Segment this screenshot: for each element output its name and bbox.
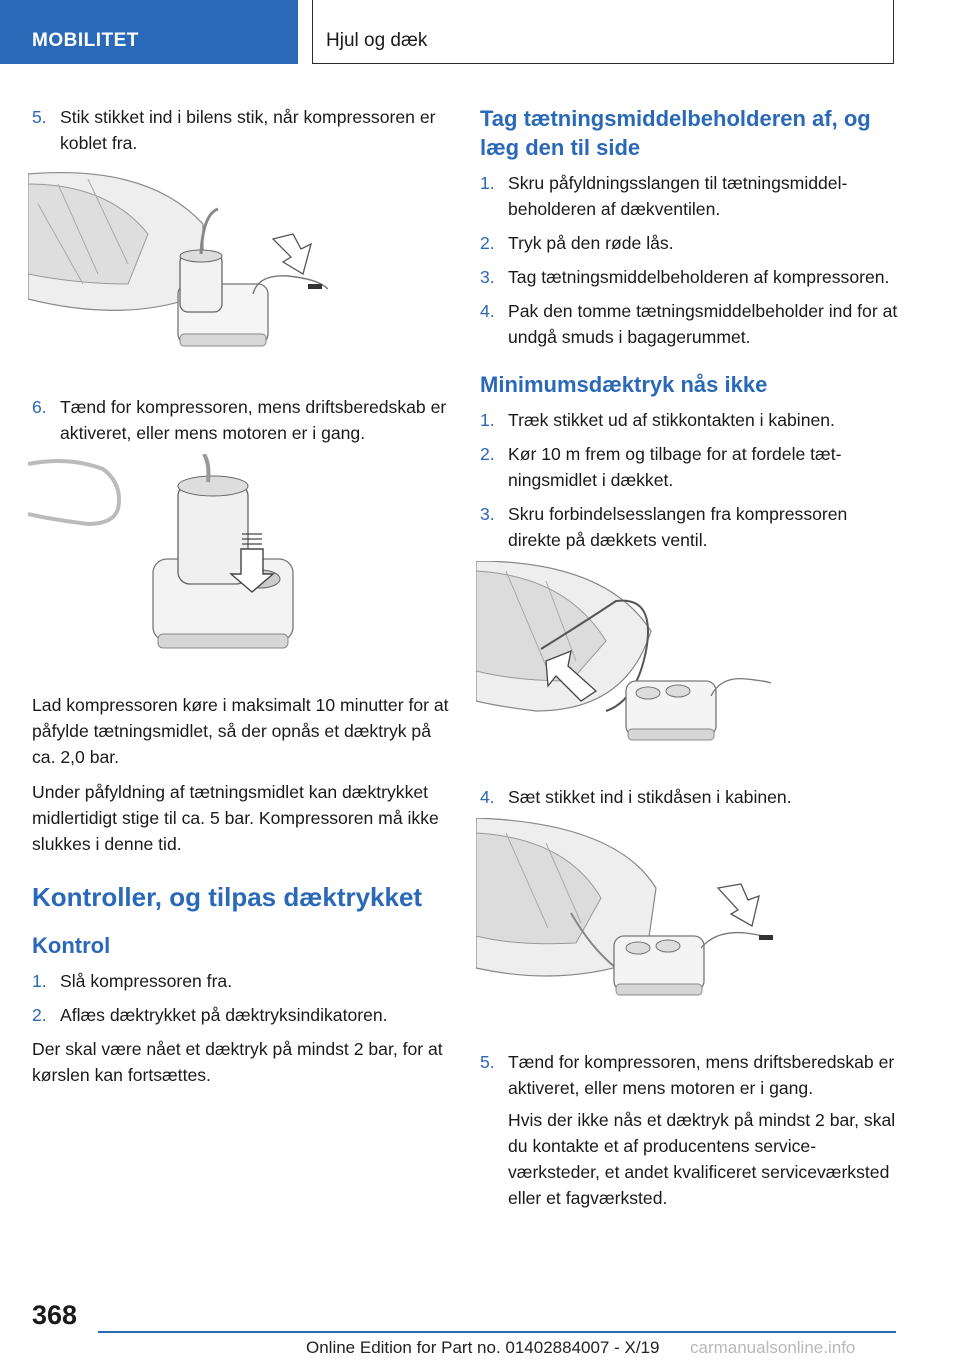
step-text: Kør 10 m frem og tilbage for at fordele tætningsmidlet i dækket. bbox=[508, 444, 842, 490]
step-number: 2. bbox=[480, 444, 495, 464]
paragraph: Der skal være nået et dæktryk på mindst 2 bar, for at kørslen kan fortsættes. bbox=[32, 1039, 443, 1085]
step-item bbox=[480, 1049, 900, 1101]
step-number: 4. bbox=[480, 787, 495, 807]
step-item bbox=[480, 264, 900, 290]
step-text: Sæt stikket ind i stikdåsen i kabinen. bbox=[508, 787, 792, 807]
left-column bbox=[32, 104, 452, 1097]
step-item bbox=[32, 1002, 452, 1028]
step-item bbox=[480, 441, 900, 493]
footer-edition: Online Edition for Part no. 01402884007 - X/19 bbox=[306, 1338, 660, 1357]
step-number: 6. bbox=[32, 397, 47, 417]
step-text: Stik stikket ind i bilens stik, når kompressoren er koblet fra. bbox=[60, 107, 436, 153]
step-item bbox=[480, 501, 900, 553]
illustration-plug-compressor bbox=[28, 164, 328, 364]
paragraph: Under påfyldning af tætningsmidlet kan dæktrykket midlertidigt stige til ca. 5 bar. Kompressoren må ikke slukkes i denne tid. bbox=[32, 782, 439, 854]
step-text: Tænd for kompressoren, mens driftsberedskab er aktiveret, eller mens motoren er i gang. bbox=[508, 1052, 895, 1098]
topic-tab bbox=[312, 0, 894, 64]
step-number: 1. bbox=[480, 173, 495, 193]
illustration-compressor-switch bbox=[28, 454, 328, 664]
step-text: Skru forbindelsesslangen fra kompressoren direkte på dækkets ventil. bbox=[508, 504, 848, 550]
subheading: Kontrol bbox=[32, 933, 111, 958]
step-number: 5. bbox=[32, 107, 47, 127]
right-column bbox=[480, 104, 900, 1220]
step-item bbox=[32, 394, 452, 446]
step-text: Træk stikket ud af stikkontakten i kabinen. bbox=[508, 410, 835, 430]
step-text: Tryk på den røde lås. bbox=[508, 233, 674, 253]
step-item bbox=[32, 104, 452, 156]
step-number: 4. bbox=[480, 301, 495, 321]
watermark: carmanualsonline.info bbox=[690, 1338, 856, 1357]
step-item bbox=[480, 784, 900, 810]
step-text: Aflæs dæktrykket på dæktryksindikatoren. bbox=[60, 1005, 388, 1025]
step-item bbox=[480, 170, 900, 222]
step-text: Slå kompressoren fra. bbox=[60, 971, 233, 991]
step-text: Tænd for kompressoren, mens driftsberedskab er aktiveret, eller mens motoren er i gang. bbox=[60, 397, 447, 443]
topic-title: Hjul og dæk bbox=[326, 30, 428, 51]
step-item bbox=[32, 968, 452, 994]
step-item bbox=[480, 230, 900, 256]
step-number: 3. bbox=[480, 504, 495, 524]
section-heading: Minimumsdæktryk nås ikke bbox=[480, 372, 768, 397]
step-number: 1. bbox=[480, 410, 495, 430]
step-text: Pak den tomme tætningsmiddelbeholder ind for at undgå smuds i bagagerummet. bbox=[508, 301, 898, 347]
footer-rule bbox=[98, 1331, 896, 1333]
illustration-plug-in-cabin bbox=[476, 818, 781, 1013]
step-number: 2. bbox=[480, 233, 495, 253]
step-number: 5. bbox=[480, 1052, 495, 1072]
step-text: Skru påfyldningsslangen til tætningsmiddelbeholderen af dækventilen. bbox=[508, 173, 848, 219]
page-number: 368 bbox=[32, 1300, 78, 1330]
section-tab bbox=[0, 0, 298, 64]
step-item bbox=[480, 407, 900, 433]
step-number: 2. bbox=[32, 1005, 47, 1025]
section-heading: Kontroller, og tilpas dæktrykket bbox=[32, 882, 423, 912]
step-number: 3. bbox=[480, 267, 495, 287]
step-text: Tag tætningsmiddelbeholderen af kompressoren. bbox=[508, 267, 890, 287]
section-heading: Tag tætningsmiddelbeholderen af, og læg den til side bbox=[480, 106, 871, 160]
illustration-hose-to-valve bbox=[476, 561, 776, 756]
step-number: 1. bbox=[32, 971, 47, 991]
step-note: Hvis der ikke nås et dæktryk på mindst 2 bar, skal du kontakte et af producentens serviceværksteder, et andet kvalificeret serviceværksted eller et fagværksted. bbox=[508, 1110, 896, 1208]
paragraph: Lad kompressoren køre i maksimalt 10 minutter for at påfylde tætningsmidlet, så der opnås et dæktryk på ca. 2,0 bar. bbox=[32, 695, 449, 767]
step-item bbox=[480, 298, 900, 350]
section-title: MOBILITET bbox=[32, 30, 139, 51]
